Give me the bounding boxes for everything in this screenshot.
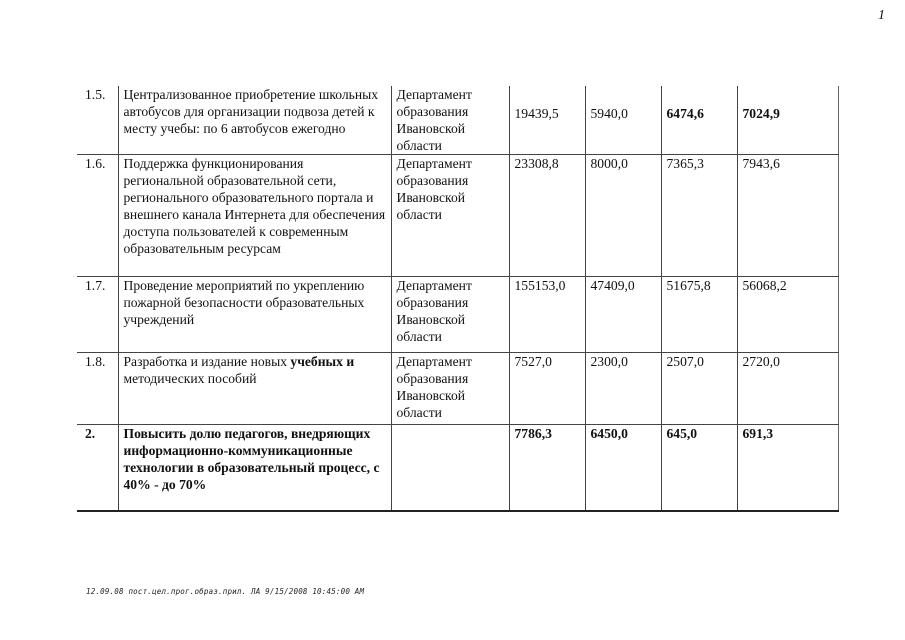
activity-text: Централизованное приобретение школьных автобусов для организации подвоза детей к месту учебы: по 6 автобусов ежегодно bbox=[118, 86, 391, 155]
activity-text: Проведение мероприятий по укреплению пожарной безопасности образовательных учреждений bbox=[118, 277, 391, 353]
executor-text: Департамент образования Ивановской области bbox=[391, 155, 509, 277]
program-activities-table bbox=[77, 86, 839, 512]
value-total: 23308,8 bbox=[509, 155, 585, 277]
executor-text: Департамент образования Ивановской области bbox=[391, 86, 509, 155]
activity-text-part: Разработка и издание новых bbox=[123, 354, 291, 369]
value-year-2: 6474,6 bbox=[661, 86, 737, 155]
row-number: 1.5. bbox=[77, 86, 118, 155]
value-year-1: 6450,0 bbox=[585, 425, 661, 511]
row-number: 1.7. bbox=[77, 277, 118, 353]
executor-text bbox=[391, 425, 509, 511]
row-number: 1.8. bbox=[77, 353, 118, 425]
value-year-3: 7024,9 bbox=[737, 86, 838, 155]
activity-text-bold-part: учебных и bbox=[290, 354, 355, 369]
goal-text: Повысить долю педагогов, внедряющих информационно-коммуникационные технологии в образовательный процесс, с 40% - до 70% bbox=[118, 425, 391, 511]
activity-text bbox=[118, 353, 391, 425]
executor-text: Департамент образования Ивановской области bbox=[391, 353, 509, 425]
value-total: 7527,0 bbox=[509, 353, 585, 425]
value-total: 19439,5 bbox=[509, 86, 585, 155]
value-year-1: 8000,0 bbox=[585, 155, 661, 277]
table-row bbox=[77, 353, 838, 425]
value-year-3: 7943,6 bbox=[737, 155, 838, 277]
value-year-3: 691,3 bbox=[737, 425, 838, 511]
value-year-2: 7365,3 bbox=[661, 155, 737, 277]
activity-text: Поддержка функционирования региональной образовательной сети, регионального образовательного портала и внешнего канала Интернета для обеспечения доступа пользователей к современным образовательным ресурсам bbox=[118, 155, 391, 277]
value-total: 7786,3 bbox=[509, 425, 585, 511]
value-year-3: 56068,2 bbox=[737, 277, 838, 353]
activity-text-part: методических пособий bbox=[123, 371, 257, 386]
value-year-2: 51675,8 bbox=[661, 277, 737, 353]
executor-text: Департамент образования Ивановской области bbox=[391, 277, 509, 353]
page-number: 1 bbox=[878, 8, 885, 23]
table-row bbox=[77, 86, 838, 155]
value-year-1: 47409,0 bbox=[585, 277, 661, 353]
value-year-2: 2507,0 bbox=[661, 353, 737, 425]
row-number: 2. bbox=[77, 425, 118, 511]
table-row bbox=[77, 425, 838, 511]
value-year-1: 5940,0 bbox=[585, 86, 661, 155]
value-total: 155153,0 bbox=[509, 277, 585, 353]
value-year-3: 2720,0 bbox=[737, 353, 838, 425]
row-number: 1.6. bbox=[77, 155, 118, 277]
footer-file-info: 12.09.08 пост.цел.прог.образ.прил. ЛА 9/15/2008 10:45:00 AM bbox=[86, 587, 365, 596]
table-row bbox=[77, 277, 838, 353]
value-year-1: 2300,0 bbox=[585, 353, 661, 425]
table-row bbox=[77, 155, 838, 277]
value-year-2: 645,0 bbox=[661, 425, 737, 511]
